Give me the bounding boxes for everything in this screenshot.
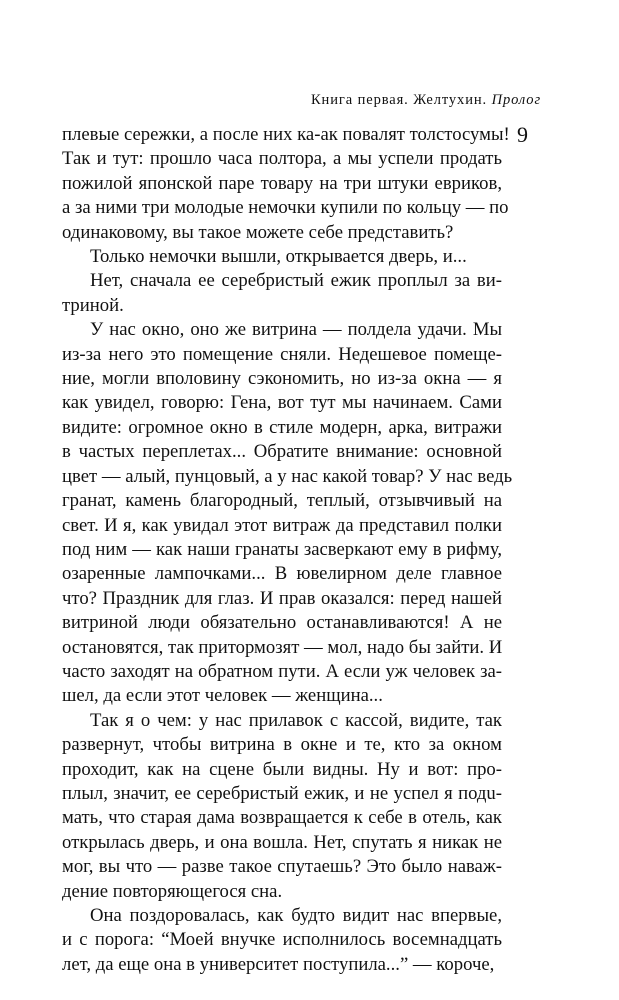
- text-line: мог, вы что — разве такое спутаешь? Это было наваж-: [62, 856, 502, 878]
- text-line: дение повторяющегося сна.: [62, 880, 283, 902]
- text-line: плевые сережки, а после них ка-ак повалят толстосумы!: [62, 124, 510, 145]
- text-line: Она поздоровалась, как будто видит нас впервые,: [90, 905, 502, 926]
- text-line: а за ними три молодые немочки купили по кольцу — по: [62, 197, 509, 219]
- text-line: Нет, сначала ее серебристый ежик проплыл за ви-: [90, 270, 502, 292]
- text-line: плыл, значит, ее серебристый ежик, и не успел я подu-: [62, 782, 502, 804]
- text-line: Так я о чем: у нас прилавок с кассой, видите, так: [90, 709, 502, 731]
- text-line: видите: огромное окно в стиле модерн, арка, витражи: [62, 416, 502, 438]
- text-line: проходит, как на сцене были видны. Ну и вот: про-: [62, 758, 502, 780]
- text-line: триной.: [62, 294, 124, 316]
- paragraph: [62, 269, 502, 318]
- text-line: свет. И я, как увидал этот витраж да представил полки: [62, 514, 502, 536]
- paragraph: [62, 904, 502, 977]
- text-line: остановятся, так притормозят — мол, надо бы зайти. И: [62, 636, 503, 658]
- text-line: открылась дверь, и она вошла. Нет, спутать я никак не: [62, 831, 502, 853]
- text-line: ние, могли вполовину сэкономить, но из-за окна — я: [62, 368, 502, 390]
- running-head: [0, 92, 541, 109]
- text-line: под ним — как наши гранаты засверкают ему в рифму,: [62, 538, 502, 560]
- text-line: из-за него это помещение сняли. Недешевое помеще-: [62, 343, 502, 365]
- paragraph: [62, 318, 513, 709]
- paragraph: [62, 123, 510, 245]
- text-line: шел, да если этот человек — женщина...: [62, 685, 383, 707]
- page-number: 9: [517, 122, 528, 147]
- text-line: развернут, чтобы витрина в окне и те, кто за окном: [62, 734, 502, 756]
- running-head-book: Книга первая. Желтухин.: [310, 92, 488, 108]
- text-line: в частых переплетах... Обратите внимание: основной: [62, 441, 502, 463]
- text-line: лет, да еще она в университет поступила...” — короче,: [62, 953, 495, 975]
- text-line: Только немочки вышли, открывается дверь, и...: [90, 246, 467, 268]
- text-line: У нас окно, оно же витрина — полдела удачи. Мы: [90, 319, 502, 341]
- text-line: как увидел, говорю: Гена, вот тут мы начинаем. Сами: [62, 392, 502, 414]
- paragraph: [62, 709, 502, 904]
- text-line: гранат, камень благородный, теплый, отзывчивый на: [62, 490, 502, 512]
- text-line: одинаковому, вы такое можете себе представить?: [62, 221, 454, 243]
- body-text: [62, 123, 513, 977]
- text-line: и с порога: “Моей внучке исполнилось восемнадцать: [62, 929, 502, 951]
- paragraph: [62, 245, 502, 269]
- text-line: витриной люди обязательно останавливаются! А не: [62, 612, 502, 634]
- running-head-section: Пролог: [491, 92, 541, 108]
- text-line: Так и тут: прошло часа полтора, а мы успели продать: [62, 148, 502, 170]
- text-line: озаренные лампочками... В ювелирном деле главное: [62, 563, 502, 585]
- text-line: пожилой японской паре товару на три штуки евриков,: [62, 172, 502, 194]
- text-line: цвет — алый, пунцовый, а у нас какой товар? У нас ведь: [62, 465, 513, 487]
- text-line: что? Праздник для глаз. И прав оказался: перед нашей: [62, 587, 502, 609]
- text-line: часто заходят на обратном пути. А если уж человек за-: [62, 660, 502, 682]
- text-line: мать, что старая дама возвращается к себе в отель, как: [62, 807, 502, 829]
